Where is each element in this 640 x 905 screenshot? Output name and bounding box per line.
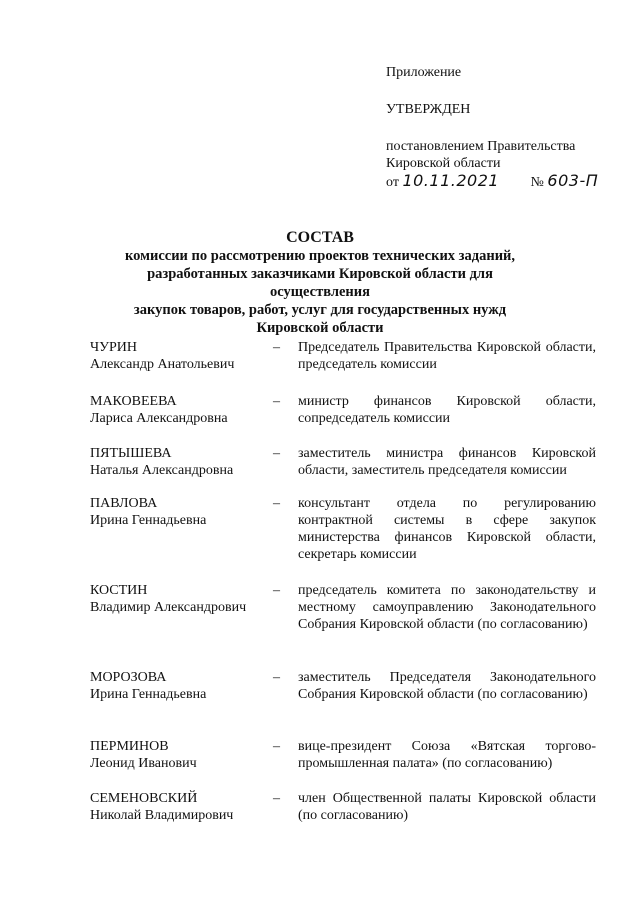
member-dash: – [273, 496, 280, 511]
member-given-name: Лариса Александровна [90, 411, 228, 426]
resolution-line-1: постановлением Правительства [386, 139, 576, 154]
title-line-2: разработанных заказчиками Кировской области для осуществления [147, 266, 493, 300]
member-dash: – [273, 670, 280, 685]
member-name [90, 669, 270, 703]
resolution-line-2: Кировской области [386, 156, 501, 171]
member-dash: – [273, 791, 280, 806]
member-surname: ПЕРМИНОВ [90, 739, 169, 754]
member-dash: – [273, 340, 280, 355]
date-prefix: от [386, 175, 399, 190]
member-surname: МАКОВЕЕВА [90, 394, 177, 409]
member-given-name: Владимир Александрович [90, 600, 247, 615]
member-role: заместитель Председателя Законодательного Собрания Кировской области (по согласованию) [298, 670, 596, 702]
member-role: председатель комитета по законодательству и местному самоуправлению Законодательного Собрания Кировской области (по согласованию) [298, 583, 596, 632]
member-role: вице-президент Союза «Вятская торгово-промышленная палата» (по согласованию) [298, 739, 596, 771]
member-role: член Общественной палаты Кировской области (по согласованию) [298, 791, 596, 823]
handwritten-number: 603-П [547, 171, 599, 190]
member-given-name: Ирина Геннадьевна [90, 513, 207, 528]
member-surname: ПЯТЫШЕВА [90, 446, 172, 461]
member-dash: – [273, 394, 280, 409]
member-name [90, 582, 270, 616]
member-surname: КОСТИН [90, 583, 148, 598]
title-line-3: закупок товаров, работ, услуг для государственных нужд [133, 302, 507, 318]
member-name [90, 445, 270, 479]
member-given-name: Александр Анатольевич [90, 357, 235, 372]
member-surname: ЧУРИН [90, 340, 138, 355]
document-title [100, 229, 540, 337]
member-surname: ПАВЛОВА [90, 496, 158, 511]
member-name [90, 738, 270, 772]
member-dash: – [273, 739, 280, 754]
member-name [90, 495, 270, 529]
appendix-label: Приложение [386, 65, 462, 80]
member-dash: – [273, 583, 280, 598]
member-surname: СЕМЕНОВСКИЙ [90, 791, 198, 806]
member-surname: МОРОЗОВА [90, 670, 167, 685]
member-name [90, 790, 270, 824]
member-given-name: Леонид Иванович [90, 756, 197, 771]
member-given-name: Ирина Геннадьевна [90, 687, 207, 702]
approved-label: УТВЕРЖДЕН [386, 102, 471, 117]
member-name [90, 393, 270, 427]
member-given-name: Наталья Александровна [90, 463, 234, 478]
title-line-1: комиссии по рассмотрению проектов технических заданий, [124, 248, 516, 264]
date-number-line [386, 172, 626, 191]
member-given-name: Николай Владимирович [90, 808, 234, 823]
handwritten-date: 10.11.2021 [402, 171, 500, 190]
number-label: № [530, 175, 544, 190]
member-role: Председатель Правительства Кировской области, председатель комиссии [298, 340, 596, 372]
title-main: СОСТАВ [286, 229, 354, 246]
approval-block [386, 64, 626, 191]
member-dash: – [273, 446, 280, 461]
member-role: заместитель министра финансов Кировской области, заместитель председателя комиссии [298, 446, 596, 478]
member-role: консультант отдела по регулированию контрактной системы в сфере закупок министерства финансов Кировской области, секретарь комиссии [298, 496, 596, 562]
title-line-4: Кировской области [256, 320, 384, 336]
member-role: министр финансов Кировской области, сопредседатель комиссии [298, 394, 596, 426]
member-name [90, 339, 270, 373]
